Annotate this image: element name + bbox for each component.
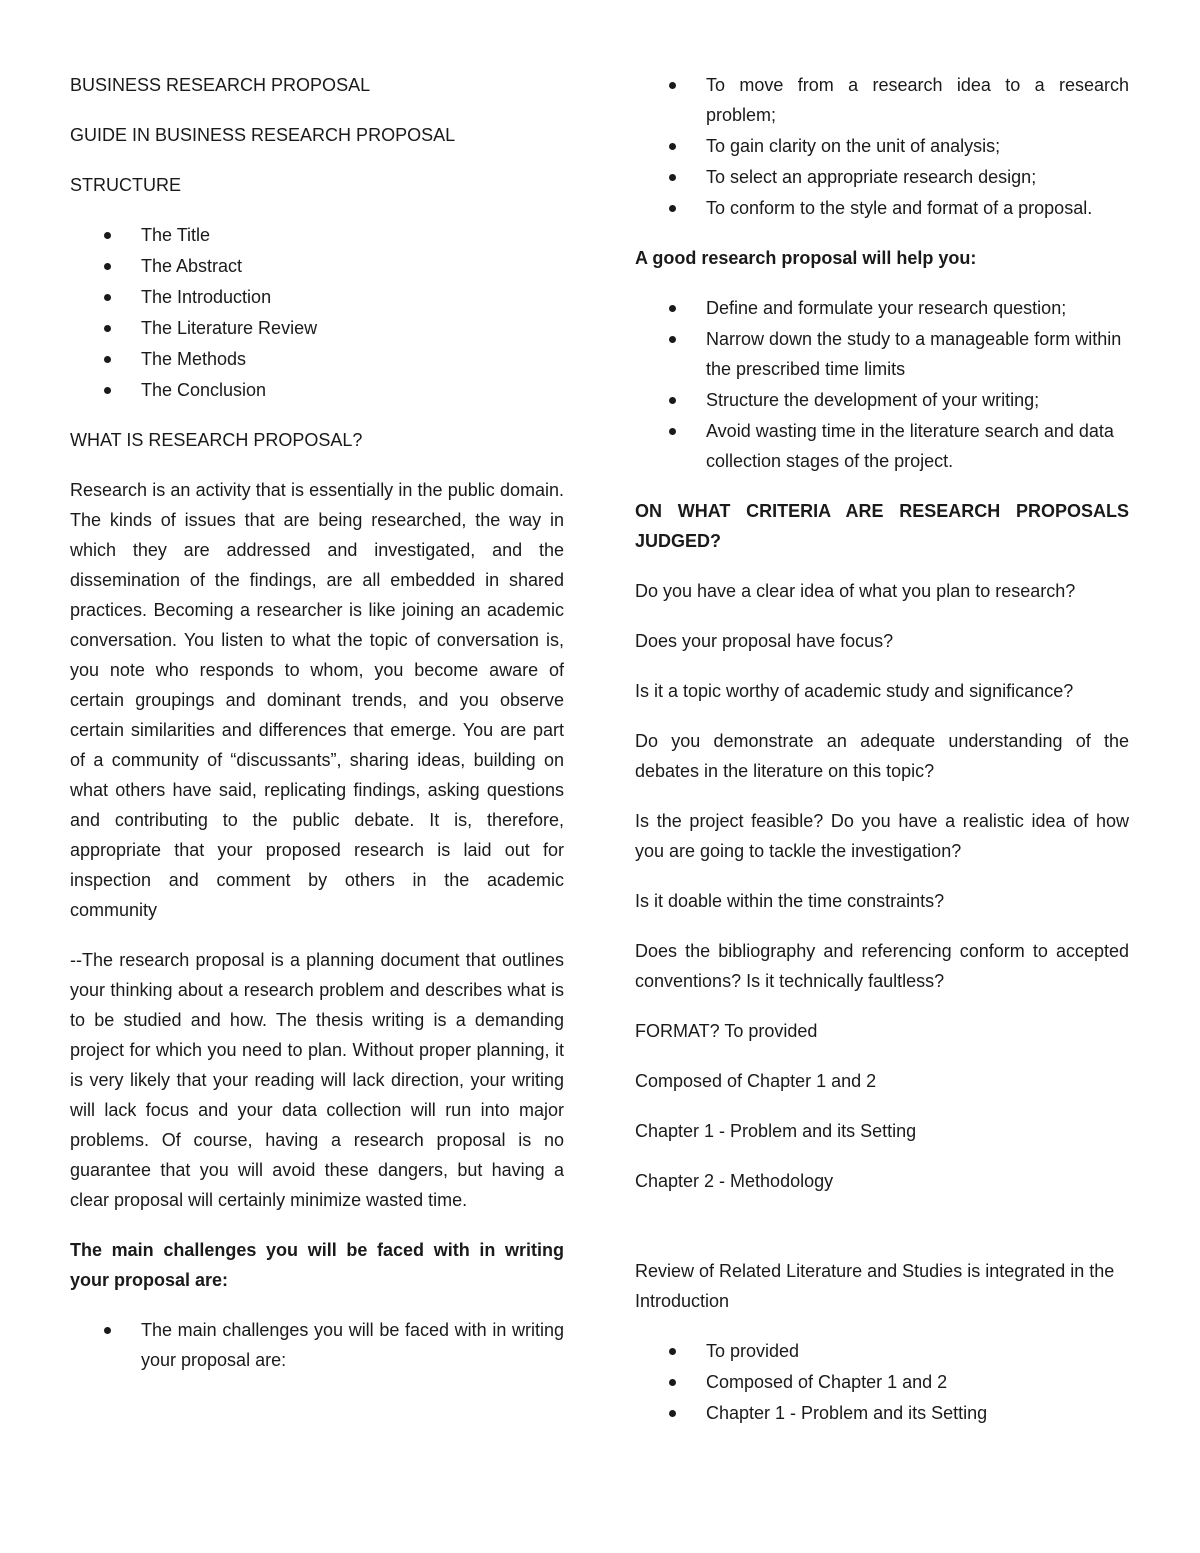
criteria-question: Is the project feasible? Do you have a realistic idea of how you are going to tackle the investigation? — [635, 811, 1129, 861]
right-column — [635, 70, 1129, 1448]
bullet-icon — [669, 1379, 676, 1386]
bullet-icon — [669, 82, 676, 89]
criteria-question: Does your proposal have focus? — [635, 631, 894, 651]
list-item: Chapter 1 - Problem and its Setting — [635, 1398, 1129, 1428]
spacer — [635, 1216, 1129, 1256]
challenges-list — [70, 1315, 564, 1375]
list-item: Define and formulate your research question; — [635, 293, 1129, 323]
list-item: To gain clarity on the unit of analysis; — [635, 131, 1129, 161]
criteria-question: Do you have a clear idea of what you plan to research? — [635, 581, 1076, 601]
bullet-icon — [104, 387, 111, 394]
bullet-icon — [669, 174, 676, 181]
bullet-icon — [669, 428, 676, 435]
good-proposal-heading: A good research proposal will help you: — [635, 248, 977, 268]
bullet-icon — [669, 1410, 676, 1417]
list-item: To conform to the style and format of a proposal. — [635, 193, 1129, 223]
bullet-icon — [669, 1348, 676, 1355]
bullet-icon — [104, 325, 111, 332]
list-item: To move from a research idea to a research problem; — [635, 70, 1129, 130]
challenge-items-list — [635, 70, 1129, 223]
format-line: FORMAT? To provided — [635, 1021, 818, 1041]
good-proposal-list — [635, 293, 1129, 476]
criteria-question: Do you demonstrate an adequate understanding of the debates in the literature on this topic? — [635, 731, 1129, 781]
list-item: The main challenges you will be faced with in writing your proposal are: — [70, 1315, 564, 1375]
criteria-question: Is it a topic worthy of academic study and significance? — [635, 681, 1074, 701]
bullet-icon — [669, 397, 676, 404]
list-item: The Abstract — [70, 251, 564, 281]
bullet-icon — [104, 1327, 111, 1334]
list-item: Composed of Chapter 1 and 2 — [635, 1367, 1129, 1397]
chapter-1-line: Chapter 1 - Problem and its Setting — [635, 1121, 917, 1141]
list-item: The Methods — [70, 344, 564, 374]
research-paragraph: Research is an activity that is essentially in the public domain. The kinds of issues that are being researched, the way in which they are addressed and investigated, and the dissemination of the findings, are all embedded in shared practices. Becoming a researcher is like joining an academic conversation. You listen to what the topic of conversation is, you note who responds to whom, you become aware of certain groupings and dominant trends, and you observe certain similarities and differences that emerge. You are part of a community of “discussants”, sharing ideas, building on what others have said, replicating findings, asking questions and contributing to the public debate. It is, therefore, appropriate that your proposed research is laid out for inspection and comment by others in the academic community — [70, 480, 564, 920]
list-item: To provided — [635, 1336, 1129, 1366]
list-item: The Introduction — [70, 282, 564, 312]
challenges-heading: The main challenges you will be faced with in writing your proposal are: — [70, 1240, 564, 1290]
criteria-question: Does the bibliography and referencing conform to accepted conventions? Is it technically faultless? — [635, 941, 1129, 991]
bullet-icon — [669, 336, 676, 343]
list-item: The Title — [70, 220, 564, 250]
bullet-icon — [104, 263, 111, 270]
left-column — [70, 70, 564, 1395]
bullet-icon — [104, 232, 111, 239]
criteria-question: Is it doable within the time constraints? — [635, 891, 945, 911]
list-item: The Literature Review — [70, 313, 564, 343]
document-title: BUSINESS RESEARCH PROPOSAL — [70, 75, 371, 95]
bullet-icon — [104, 356, 111, 363]
list-item: Narrow down the study to a manageable form within the prescribed time limits — [635, 324, 1129, 384]
composed-line: Composed of Chapter 1 and 2 — [635, 1071, 877, 1091]
review-paragraph: Review of Related Literature and Studies is integrated in the Introduction — [635, 1261, 1115, 1311]
bullet-icon — [669, 305, 676, 312]
planning-paragraph: --The research proposal is a planning document that outlines your thinking about a research problem and describes what is to be studied and how. The thesis writing is a demanding project for which you need to plan. Without proper planning, it is very likely that your reading will lack direction, your writing will lack focus and your data collection will run into major problems. Of course, having a research proposal is no guarantee that you will avoid these dangers, but having a clear proposal will certainly minimize wasted time. — [70, 950, 564, 1210]
criteria-heading: ON WHAT CRITERIA ARE RESEARCH PROPOSALS JUDGED? — [635, 501, 1129, 551]
bullet-icon — [669, 143, 676, 150]
chapter-2-line: Chapter 2 - Methodology — [635, 1171, 834, 1191]
list-item: The Conclusion — [70, 375, 564, 405]
final-list — [635, 1336, 1129, 1428]
bullet-icon — [104, 294, 111, 301]
structure-list — [70, 220, 564, 405]
structure-heading: STRUCTURE — [70, 175, 181, 195]
list-item: Avoid wasting time in the literature search and data collection stages of the project. — [635, 416, 1129, 476]
guide-heading: GUIDE IN BUSINESS RESEARCH PROPOSAL — [70, 125, 456, 145]
bullet-icon — [669, 205, 676, 212]
what-is-heading: WHAT IS RESEARCH PROPOSAL? — [70, 430, 363, 450]
list-item: Structure the development of your writing; — [635, 385, 1129, 415]
list-item: To select an appropriate research design; — [635, 162, 1129, 192]
